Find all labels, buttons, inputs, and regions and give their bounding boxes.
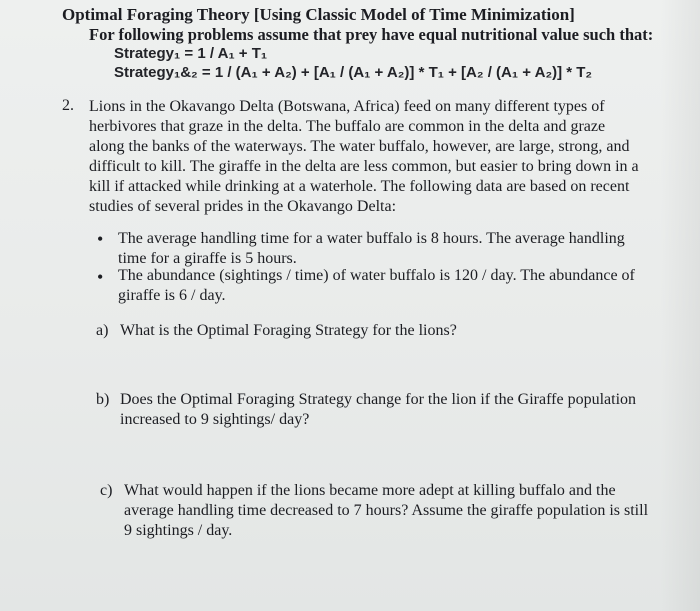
bullet-line: giraffe is 6 / day. [118,287,226,304]
question-line: herbivores that graze in the delta. The buffalo are common in the delta and graze [89,118,606,135]
question-line: Lions in the Okavango Delta (Botswana, Africa) feed on many different types of [89,98,605,115]
subquestion-c [124,481,648,541]
instructions: For following problems assume that prey have equal nutritional value such that: [89,25,654,44]
bullet-line: The abundance (sightings / time) of water buffalo is 120 / day. The abundance of [118,267,635,284]
subquestion-line: average handling time decreased to 7 hours? Assume the giraffe population is still [124,502,649,519]
question-line: kill if attacked while drinking at a waterhole. The following data are based on recent [89,178,630,195]
bullet-item-handling-time [118,229,625,269]
subquestion-a-label: a) [96,322,109,339]
subquestion-a [120,321,457,341]
bullet-item-abundance [118,266,635,306]
subquestion-b [120,390,636,430]
page-title: Optimal Foraging Theory [Using Classic Model of Time Minimization] [62,5,575,24]
question-body [89,97,649,217]
bullet-line: time for a giraffe is 5 hours. [118,250,297,267]
subquestion-line: increased to 9 sightings/ day? [120,411,310,428]
subquestion-line: What is the Optimal Foraging Strategy for the lions? [120,322,457,339]
subquestion-line: 9 sightings / day. [124,522,233,539]
bullet-icon: • [97,267,104,287]
page-shadow [660,0,700,611]
question-number: 2. [62,97,74,114]
question-line: studies of several prides in the Okavango Delta: [89,198,397,215]
bullet-line: The average handling time for a water buffalo is 8 hours. The average handling [118,230,625,247]
strategy-1-2-formula: Strategy₁&₂ = 1 / (A₁ + A₂) + [A₁ / (A₁ + A₂)] * T₁ + [A₂ / (A₁ + A₂)] * T₂ [114,64,593,81]
subquestion-b-label: b) [96,391,110,408]
strategy-1-formula: Strategy₁ = 1 / A₁ + T₁ [114,45,268,62]
question-line: difficult to kill. The giraffe in the delta are less common, but easier to bring down in a [89,158,639,175]
question-line: along the banks of the waterways. The water buffalo, however, are large, strong, and [89,138,630,155]
bullet-icon: • [97,229,104,249]
subquestion-c-label: c) [100,482,113,499]
subquestion-line: What would happen if the lions became more adept at killing buffalo and the [124,482,616,499]
subquestion-line: Does the Optimal Foraging Strategy change for the lion if the Giraffe population [120,391,637,408]
